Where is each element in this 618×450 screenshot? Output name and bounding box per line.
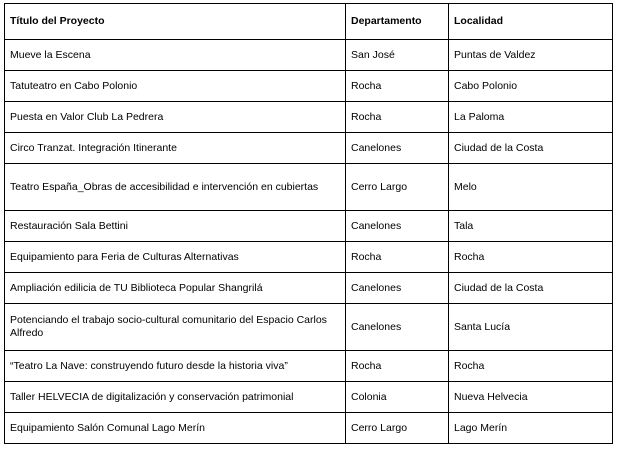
table-row	[5, 164, 613, 211]
locality-cell: Ciudad de la Costa	[449, 133, 613, 164]
project-title-cell: Mueve la Escena	[5, 40, 346, 71]
department-cell: Cerro Largo	[346, 413, 449, 444]
locality-cell: Rocha	[449, 242, 613, 273]
header-project-title: Título del Proyecto	[5, 4, 346, 40]
project-title-cell: Puesta en Valor Club La Pedrera	[5, 102, 346, 133]
locality-cell: Tala	[449, 211, 613, 242]
table-row	[5, 413, 613, 444]
locality-cell: Puntas de Valdez	[449, 40, 613, 71]
table-row	[5, 273, 613, 304]
project-title-cell: Teatro España_Obras de accesibilidad e intervención en cubiertas	[5, 164, 346, 211]
department-cell: Colonia	[346, 382, 449, 413]
locality-cell: Rocha	[449, 351, 613, 382]
table-row	[5, 211, 613, 242]
project-title-cell: Potenciando el trabajo socio-cultural comunitario del Espacio Carlos Alfredo	[5, 304, 346, 351]
department-cell: Canelones	[346, 304, 449, 351]
locality-cell: Nueva Helvecia	[449, 382, 613, 413]
department-cell: Canelones	[346, 133, 449, 164]
locality-cell: La Paloma	[449, 102, 613, 133]
department-cell: Rocha	[346, 242, 449, 273]
table-row	[5, 242, 613, 273]
locality-cell: Lago Merín	[449, 413, 613, 444]
project-title-cell: Taller HELVECIA de digitalización y conservación patrimonial	[5, 382, 346, 413]
locality-cell: Ciudad de la Costa	[449, 273, 613, 304]
table-row	[5, 351, 613, 382]
department-cell: Rocha	[346, 102, 449, 133]
table-row	[5, 133, 613, 164]
table-row	[5, 40, 613, 71]
table-row	[5, 71, 613, 102]
table-row	[5, 304, 613, 351]
project-title-cell: Restauración Sala Bettini	[5, 211, 346, 242]
project-title-cell: Equipamiento para Feria de Culturas Alternativas	[5, 242, 346, 273]
department-cell: Cerro Largo	[346, 164, 449, 211]
projects-table	[4, 3, 613, 444]
project-title-cell: “Teatro La Nave: construyendo futuro desde la historia viva”	[5, 351, 346, 382]
department-cell: Canelones	[346, 273, 449, 304]
department-cell: Rocha	[346, 71, 449, 102]
project-title-cell: Ampliación edilicia de TU Biblioteca Popular Shangrilá	[5, 273, 346, 304]
header-locality: Localidad	[449, 4, 613, 40]
locality-cell: Santa Lucía	[449, 304, 613, 351]
table-row	[5, 382, 613, 413]
department-cell: Canelones	[346, 211, 449, 242]
header-department: Departamento	[346, 4, 449, 40]
table-row	[5, 102, 613, 133]
department-cell: Rocha	[346, 351, 449, 382]
locality-cell: Melo	[449, 164, 613, 211]
project-title-cell: Equipamiento Salón Comunal Lago Merín	[5, 413, 346, 444]
project-title-cell: Tatuteatro en Cabo Polonio	[5, 71, 346, 102]
project-title-cell: Circo Tranzat. Integración Itinerante	[5, 133, 346, 164]
locality-cell: Cabo Polonio	[449, 71, 613, 102]
table-header-row	[5, 4, 613, 40]
department-cell: San José	[346, 40, 449, 71]
